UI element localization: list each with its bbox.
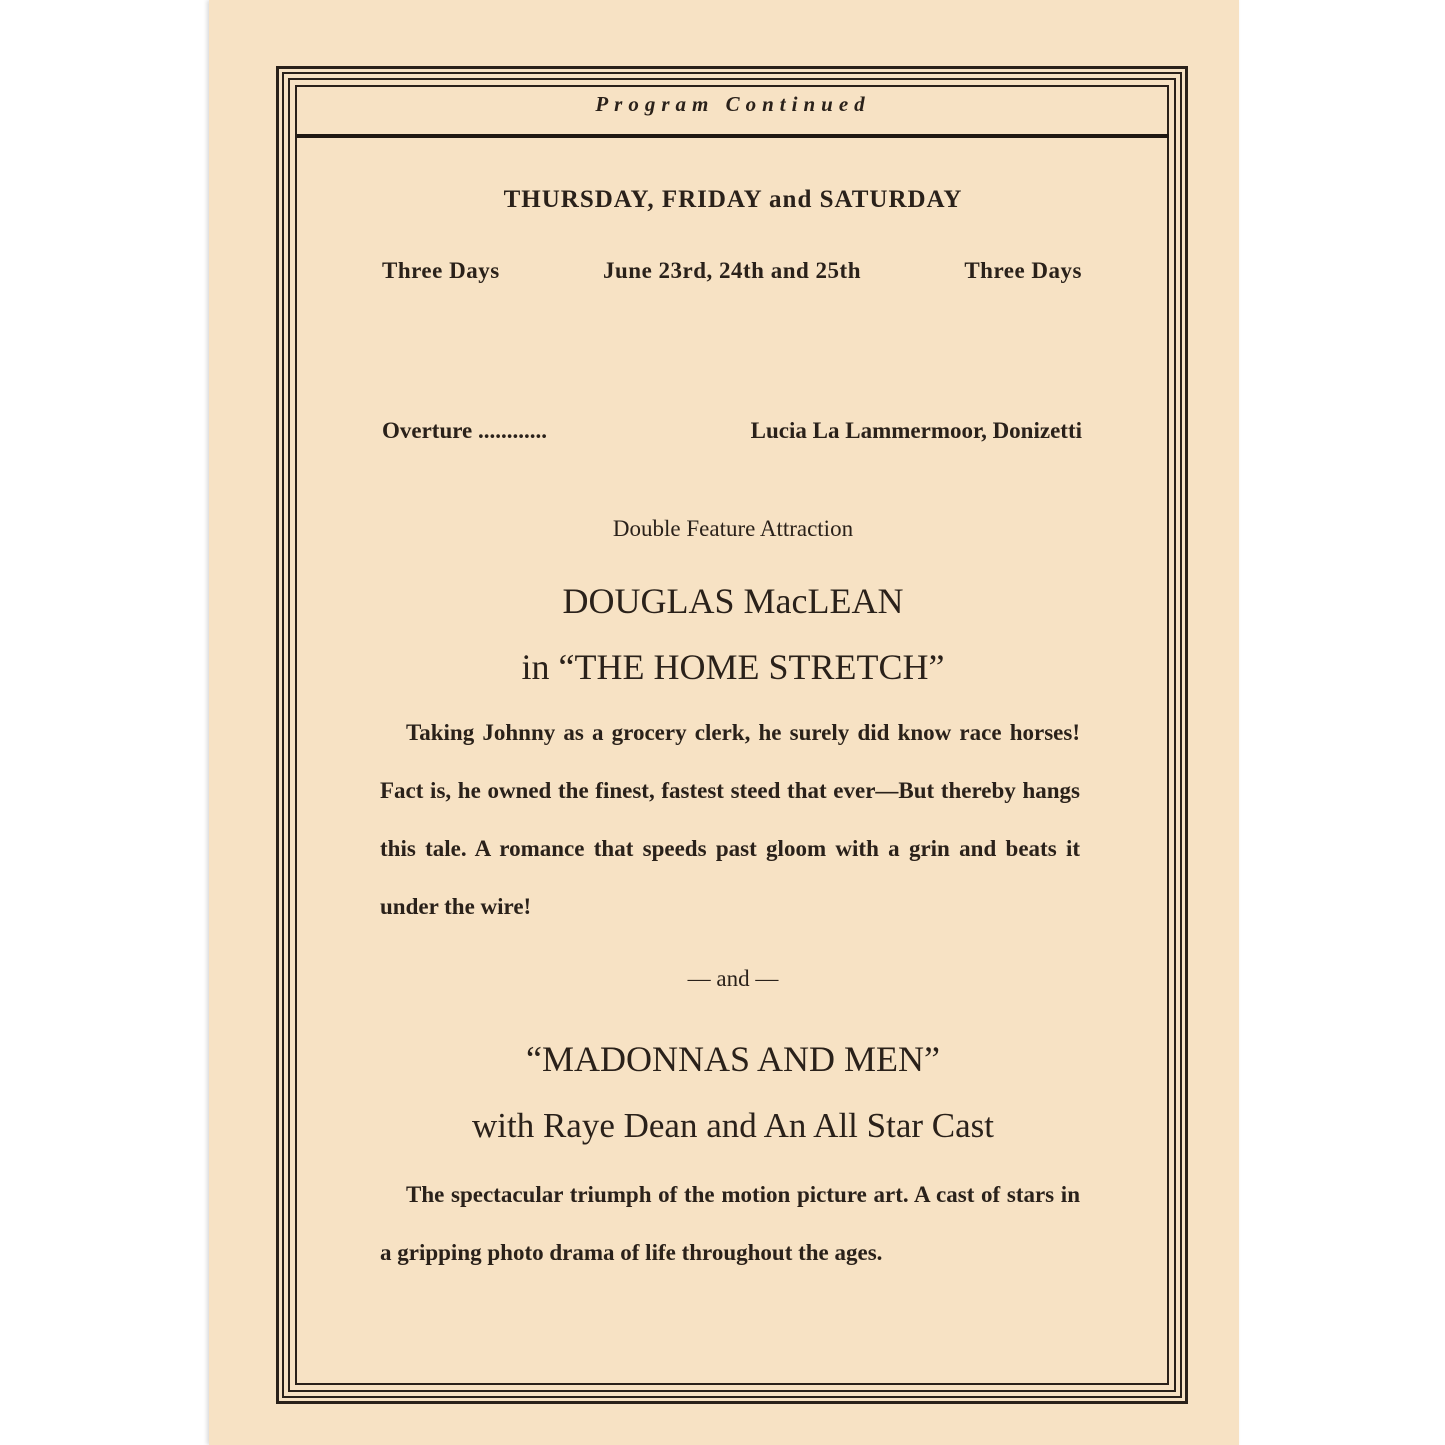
overture-line bbox=[382, 418, 1082, 444]
page-header: Program Continued bbox=[595, 92, 871, 116]
date-row bbox=[382, 258, 1082, 284]
feature-intro: Double Feature Attraction bbox=[612, 516, 854, 541]
separator: — and — bbox=[687, 966, 779, 991]
feature1-description: Taking Johnny as a grocery clerk, he surely did know race horses! Fact is, he owned the finest, fastest steed that ever—But thereby hangs this tale. A romance that speeds past gloom with a grin and beats it under the wire! bbox=[380, 720, 1080, 919]
duration-left: Three Days bbox=[382, 258, 500, 283]
feature1-title: in “THE HOME STRETCH” bbox=[521, 647, 945, 687]
overture-label: Overture ............ bbox=[382, 418, 548, 443]
show-days: THURSDAY, FRIDAY and SATURDAY bbox=[503, 186, 963, 213]
show-dates: June 23rd, 24th and 25th bbox=[602, 258, 862, 283]
duration-right: Three Days bbox=[964, 258, 1082, 283]
feature2-cast: with Raye Dean and An All Star Cast bbox=[471, 1106, 994, 1145]
header-divider bbox=[297, 134, 1169, 138]
feature2-title: “MADONNAS AND MEN” bbox=[526, 1039, 940, 1079]
overture-piece: Lucia La Lammermoor, Donizetti bbox=[750, 418, 1082, 443]
feature2-description: The spectacular triumph of the motion picture art. A cast of stars in a gripping photo drama of life throughout the ages. bbox=[380, 1182, 1080, 1265]
feature1-star: DOUGLAS MacLEAN bbox=[562, 581, 904, 621]
